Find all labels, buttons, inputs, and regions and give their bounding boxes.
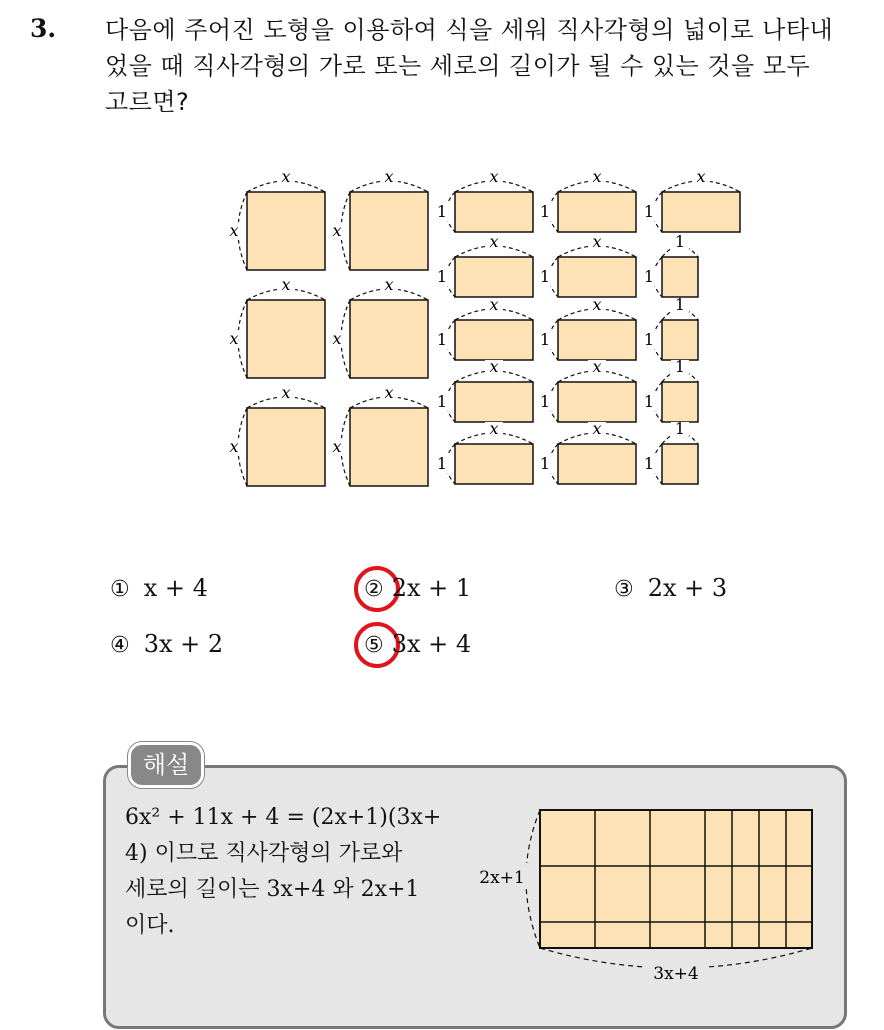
x-tile-10-left-label: 1 (436, 454, 448, 473)
unit-tile-4-left-label: 1 (643, 454, 655, 473)
question-line: 고르면? (105, 88, 190, 116)
x-tile-4-left-label: 1 (436, 267, 448, 286)
choice-1[interactable]: ① x + 4 (110, 574, 208, 602)
x-tile-5-left-label: 1 (539, 267, 551, 286)
choice-2[interactable]: ② 2x + 1 (364, 574, 472, 602)
x-squared-tile (247, 300, 325, 378)
x-squared-tile-1-left-label: x (229, 221, 239, 240)
x-tile (455, 192, 533, 232)
unit-tile (662, 320, 698, 360)
unit-tile-4-top-label: 1 (674, 419, 686, 438)
x-tile-1-top-label: x (489, 167, 499, 186)
x-tile-8-left-label: 1 (436, 392, 448, 411)
x-squared-tile-3-top-label: x (281, 275, 291, 294)
x-tile (558, 320, 636, 360)
x-squared-tile-6-top-label: x (384, 383, 394, 402)
x-tile-4-top-label: x (489, 232, 499, 251)
x-tile-7-left-label: 1 (539, 330, 551, 349)
x-tile-7-top-label: x (592, 295, 602, 314)
height-brace (526, 810, 540, 948)
x-tile (455, 320, 533, 360)
solution-line: 이다. (125, 913, 175, 938)
x-squared-tile (350, 300, 428, 378)
x-tile-3-top-label: x (696, 167, 706, 186)
x-tile (558, 382, 636, 422)
x-tile-2-top-label: x (592, 167, 602, 186)
x-tile (558, 257, 636, 297)
x-tile-8-top-label: x (489, 357, 499, 376)
x-tile-11-left-label: 1 (539, 454, 551, 473)
x-squared-tile-5-left-label: x (229, 437, 239, 456)
x-tile (455, 444, 533, 484)
unit-tile (662, 444, 698, 484)
x-squared-tile-5-top-label: x (281, 383, 291, 402)
unit-tile-1-top-label: 1 (674, 232, 686, 251)
x-tile-1-left-label: 1 (436, 202, 448, 221)
x-squared-tile-4-top-label: x (384, 275, 394, 294)
solution-tag: 해설 (128, 742, 204, 788)
solution-line: 6x² + 11x + 4 = (2x+1)(3x+ (125, 805, 442, 830)
x-tile (558, 192, 636, 232)
choice-3[interactable]: ③ 2x + 3 (614, 574, 728, 602)
question-line: 었을 때 직사각형의 가로 또는 세로의 길이가 될 수 있는 것을 모두 (105, 52, 811, 80)
solution-rectangle (540, 810, 812, 948)
x-squared-tile (350, 408, 428, 486)
choice-5[interactable]: ⑤ 3x + 4 (364, 630, 472, 658)
solution-rectangle-figure (470, 800, 830, 990)
unit-tile-2-left-label: 1 (643, 330, 655, 349)
x-squared-tile-4-left-label: x (332, 329, 342, 348)
unit-tile-1-left-label: 1 (643, 267, 655, 286)
x-tile-5-top-label: x (592, 232, 602, 251)
x-tile-10-top-label: x (489, 419, 499, 438)
x-squared-tile (247, 192, 325, 270)
height-label: 2x+1 (479, 868, 525, 888)
x-tile-9-top-label: x (592, 357, 602, 376)
x-tile-6-top-label: x (489, 295, 499, 314)
x-tile (455, 257, 533, 297)
question-line: 다음에 주어진 도형을 이용하여 식을 세워 직사각형의 넓이로 나타내 (105, 16, 834, 44)
x-tile-6-left-label: 1 (436, 330, 448, 349)
x-tile (558, 444, 636, 484)
x-squared-tile-1-top-label: x (281, 167, 291, 186)
x-tile-2-left-label: 1 (539, 202, 551, 221)
unit-tile-3-left-label: 1 (643, 392, 655, 411)
width-label: 3x+4 (653, 964, 699, 984)
x-squared-tile (350, 192, 428, 270)
x-squared-tile-3-left-label: x (229, 329, 239, 348)
x-squared-tile-2-left-label: x (332, 221, 342, 240)
tiles-figure (210, 160, 750, 500)
x-squared-tile (247, 408, 325, 486)
solution-line: 4) 이므로 직사각형의 가로와 (125, 841, 403, 866)
question-text (105, 12, 865, 120)
question-number: 3. (30, 14, 57, 43)
x-tile (455, 382, 533, 422)
solution-text (125, 800, 455, 944)
x-tile (662, 192, 740, 232)
x-tile-9-left-label: 1 (539, 392, 551, 411)
solution-line: 세로의 길이는 3x+4 와 2x+1 (125, 877, 420, 902)
unit-tile-3-top-label: 1 (674, 357, 686, 376)
unit-tile-2-top-label: 1 (674, 295, 686, 314)
x-squared-tile-6-left-label: x (332, 437, 342, 456)
x-tile-11-top-label: x (592, 419, 602, 438)
unit-tile (662, 257, 698, 297)
x-squared-tile-2-top-label: x (384, 167, 394, 186)
unit-tile (662, 382, 698, 422)
x-tile-3-left-label: 1 (643, 202, 655, 221)
choice-4[interactable]: ④ 3x + 2 (110, 630, 224, 658)
